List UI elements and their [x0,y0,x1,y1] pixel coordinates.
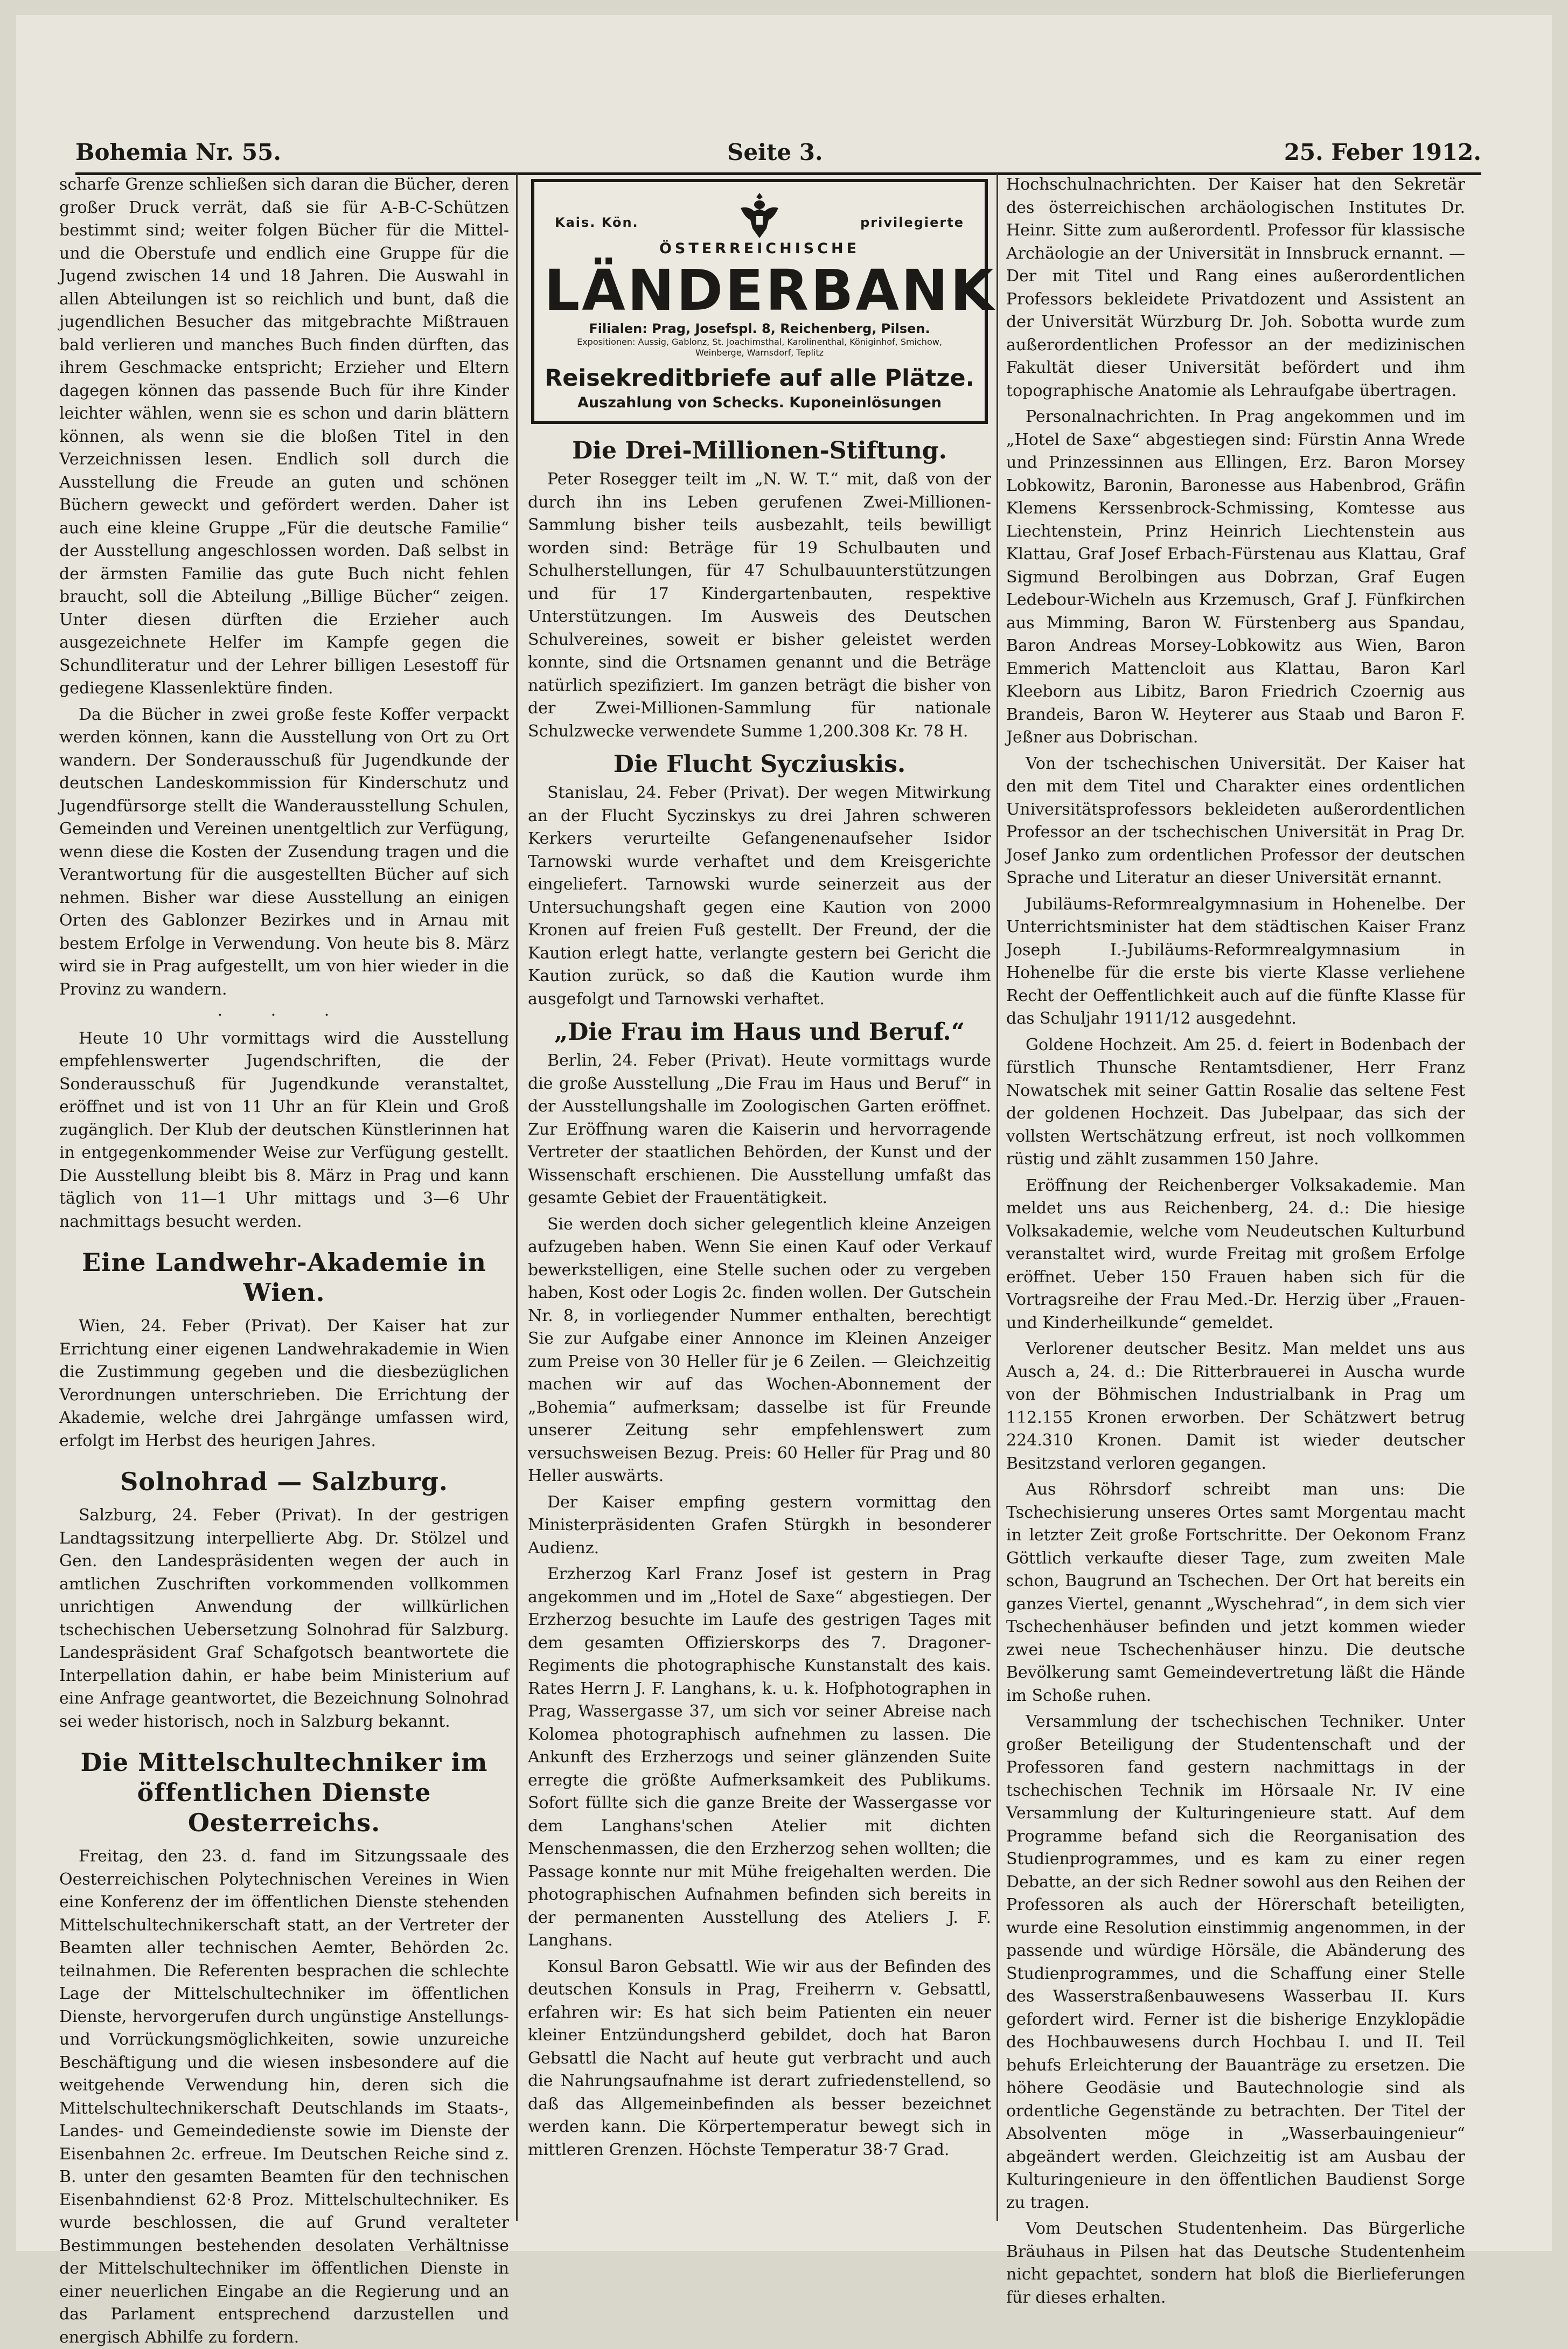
paragraph: Verlorener deutscher Besitz. Man meldet uns aus Ausch a, 24. d.: Die Ritterbrauerei in Auscha wurde von der Böhmischen Industrialbank in Prag um 112.155 Kronen erworben. Der Schätzwert betrug 224.310 Kronen. Damit ist wieder deutscher Besitzstand verloren gegangen. [1006,1339,1465,1473]
paragraph: Heute 10 Uhr vormittags wird die Ausstellung empfehlenswerter Jugendschriften, die der Sonderausschuß für Jugendkunde veranstaltet, eröffnet und ist von 11 Uhr an für Klein und Groß zugänglich. Der Klub der deutschen Künstlerinnen hat in entgegenkommender Weise zur Verfügung gestellt. Die Ausstellung bleibt bis 8. März in Prag und kann täglich von 11—1 Uhr mittags und 3—6 Uhr nachmittags besucht werden. [59,1028,509,1231]
column-middle [528,173,996,2221]
column-rule [996,173,998,2221]
ad-agencies: Expositionen: Aussig, Gablonz, St. Joachimsthal, Karolinenthal, Königinhof, Smichow, Weinberge, Warnsdorf, Teplitz [577,337,942,358]
paragraph: Vom Deutschen Studentenheim. Das Bürgerliche Bräuhaus in Pilsen hat das Deutsche Studentenheim nicht gepachtet, sondern hat bloß die Bierlieferungen für dieses erhalten. [1006,2219,1465,2307]
ad-services: Auszahlung von Schecks. Kuponeinlösungen [577,394,942,411]
paragraph: Eröffnung der Reichenberger Volksakademie. Man meldet uns aus Reichenberg, 24. d.: Die hiesige Volksakademie, welche vom Neudeutschen Kulturbund veranstaltet wird, wurde Freitag mit großem Erfolge eröffnet. Ueber 150 Frauen haben sich für die Vortragsreihe der Frau Med.-Dr. Herzig über „Frauen- und Kinderheilkunde“ gemeldet. [1006,1176,1465,1332]
paragraph: Erzherzog Karl Franz Josef ist gestern in Prag angekommen und im „Hotel de Saxe“ abgestiegen. Der Erzherzog besuchte im Laufe des gestrigen Tages mit dem gesamten Offizierskorps des 7. Dragoner-Regiments die photographische Kunstanstalt des kais. Rates Herrn J. F. Langhans, k. u. k. Hofphotographen in Prag, Wassergasse 37, um sich vor seiner Abreise nach Kolomea photographisch aufnehmen zu lassen. Die Ankunft des Erzherzogs und seiner glänzenden Suite erregte die größte Aufmerksamkeit des Publikums. Sofort füllte sich die ganze Breite der Wassergasse vor dem Langhans'schen Atelier mit dichten Menschenmassen, die den Erzherzog sehen wollten; die Passage konnte nur mit Mühe freigehalten werden. Die photographischen Aufnahmen befinden sich bereits in der permanenten Ausstellung des Ateliers J. F. Langhans. [528,1565,991,1950]
separator-dots: · · · [217,1006,351,1025]
header-date: 25. Feber 1912. [1284,139,1481,165]
ad-line1-right: privilegierte [860,215,964,230]
ad-bank-name: LÄNDERBANK [544,258,996,323]
header-issue: Bohemia Nr. 55. [75,139,281,165]
ad-slogan: Reisekreditbriefe auf alle Plätze. [545,365,974,392]
page-header [75,135,1481,175]
article-heading: Die Drei-Millionen-Stiftung. [572,437,947,464]
paragraph: Freitag, den 23. d. fand im Sitzungssaale des Oesterreichischen Polytechnischen Vereines in Wien eine Konferenz der im öffentlichen Dienste stehenden Mittelschultechnikerschaft statt, an der Vertreter der Beamten aller technischen Aemter, Behörden 2c. teilnahmen. Die Referenten besprachen die schlechte Lage der Mittelschultechniker im öffentlichen Dienste, hervorgerufen durch ungünstige Anstellungs- und Vorrückungsmöglichkeiten, sowie unzureiche Beschäftigung und die wiesen insbesondere auf die weitgehende Verwendung hin, deren sich die Mittelschultechnikerschaft Deutschlands im Staats-, Landes- und Gemeindedienste sowie im Dienste der Eisenbahnen 2c. erfreue. Im Deutschen Reiche sind z. B. unter den gesamten Beamten für den technischen Eisenbahndienst 62·8 Proz. Mittelschultechniker. Es wurde beschlossen, die auf Grund veralteter Bestimmungen bestehenden desolaten Verhältnisse der Mittelschultechniker im öffentlichen Dienste in einer neuerlichen Eingabe an die Regierung und an das Parlament entsprechend darzustellen und energisch Abhilfe zu fordern. [59,1847,509,2347]
paragraph: Stanislau, 24. Feber (Privat). Der wegen Mitwirkung an der Flucht Syczinskys zu drei Jahren schweren Kerkers verurteilte Gefangenenaufseher Isidor Tarnowski wurde verhaftet und dem Kreisgerichte eingeliefert. Tarnowski wurde seinerzeit aus der Untersuchungshaft gegen eine Kaution von 2000 Kronen auf freien Fuß gestellt. Der Freund, der die Kaution erlegt hatte, verlangte gestern bei Gericht die Kaution zurück, so daß die Kaution wurde ihm ausgefolgt und Tarnowski verhaftet. [528,783,991,1009]
paragraph: Salzburg, 24. Feber (Privat). In der gestrigen Landtagssitzung interpellierte Abg. Dr. Stölzel und Gen. den Landespräsidenten wegen der auch in amtlichen Zuschriften vorkommenden vollkommen unrichtigen Anwendung der willkürlichen tschechischen Uebersetzung Solnohrad für Salzburg. Landespräsident Graf Schafgotsch beantwortete die Interpellation dahin, er habe beim Ministerium auf eine Anfrage geantwortet, die Bezeichnung Solnohrad sei weder historisch, noch in Salzburg bekannt. [59,1506,509,1731]
article-heading: Die Flucht Sycziuskis. [613,750,906,778]
paragraph: Hochschulnachrichten. Der Kaiser hat den Sekretär des österreichischen archäologischen Institutes Dr. Heinr. Sitte zum außerordentl. Professor für klassische Archäologie an der Universität in Innsbruck ernannt. — Der mit Titel und Rang eines außerordentlichen Professors bekleidete Privatdozent und Assistent an der Universität Würzburg Dr. Joh. Sobotta wurde zum außerordentlichen Professor an der medizinischen Fakultät dieser Universität befördert und ihm topographische Anatomie als Lehraufgabe übertragen. [1006,175,1465,400]
paragraph: Aus Röhrsdorf schreibt man uns: Die Tschechisierung unseres Ortes samt Morgentau macht in letzter Zeit große Fortschritte. Der Oekonom Franz Göttlich verkaufte dieser Tage, zum zweiten Male schon, Baugrund an Tschechen. Der Ort hat bereits ein ganzes Viertel, genannt „Wyschehrad“, in dem sich vier Tschechenhäuser befinden und jetzt kommen wieder zwei neue Tschechenhäuser hinzu. Die deutsche Bevölkerung samt Gemeindevertretung läßt die Hände im Schoße ruhen. [1006,1480,1465,1705]
article-heading: Solnohrad — Salzburg. [120,1467,448,1496]
paragraph: Sie werden doch sicher gelegentlich kleine Anzeigen aufzugeben haben. Wenn Sie einen Kauf oder Verkauf bewerkstelligen, eine Stelle suchen oder zu vergeben haben, Kost oder Logis 2c. finden wollen. Der Gutschein Nr. 8, in vorliegender Nummer enthalten, berechtigt Sie zur Aufgabe einer Annonce im Kleinen Anzeiger zum Preise von 30 Heller für je 6 Zeilen. — Gleichzeitig machen wir auf das Wochen-Abonnement der „Bohemia“ aufmerksam; dasselbe ist für Freunde unserer Zeitung sehr empfehlenswert zum versuchsweisen Bezug. Preis: 60 Heller für Prag und 80 Heller auswärts. [528,1214,991,1485]
header-page-number: Seite 3. [727,139,823,165]
paragraph: Konsul Baron Gebsattl. Wie wir aus der Befinden des deutschen Konsuls in Prag, Freiherrn v. Gebsattl, erfahren wir: Es hat sich beim Patienten ein neuer kleiner Entzündungsherd gebildet, doch hat Baron Gebsattl die Nacht auf heute gut verbracht und auch die Nahrungsaufnahme ist derart zufriedenstellend, so daß das Allgemeinbefinden als besser bezeichnet werden kann. Die Körpertemperatur bewegt sich in mittleren Grenzen. Höchste Temperatur 38·7 Grad. [528,1957,991,2159]
paragraph: Von der tschechischen Universität. Der Kaiser hat den mit dem Titel und Charakter eines ordentlichen Universitätsprofessors bekleideten außerordentlichen Professor an der tschechischen Universität in Prag Dr. Josef Janko zum ordentlichen Professor der deutschen Sprache und Literatur an dieser Universität ernannt. [1006,754,1465,887]
ad-line2: ÖSTERREICHISCHE [659,240,860,257]
paragraph: Goldene Hochzeit. Am 25. d. feiert in Bodenbach der fürstlich Thunsche Rentamtsdiener, Herr Franz Nowatschek mit seiner Gattin Rosalie das seltene Fest der goldenen Hochzeit. Das Jubelpaar, das sich der vollsten Wertschätzung erfreut, ist noch vollkommen rüstig und zählt zusammen 150 Jahre. [1006,1035,1465,1169]
article-heading: „Die Frau im Haus und Beruf.“ [554,1018,965,1046]
bank-advertisement [531,179,996,424]
paragraph: Peter Rosegger teilt im „N. W. T.“ mit, daß von der durch ihn ins Leben gerufenen Zwei-Millionen-Sammlung bisher teils ausbezahlt, teils bewilligt worden sind: Beträge für 19 Schulbauten und Schulherstellungen, für 47 Schulbauunterstützungen und für 17 Kindergartenbauten, respektive Unterstützungen. Im Ausweis des Deutschen Schulvereines, soweit er bisher geleistet werden konnte, sind die Ortsnamen genannt und die Beträge natürlich spezifiziert. Im ganzen beträgt die bisher von der Zwei-Millionen-Sammlung für nationale Schulzwecke verwendete Summe 1,200.308 Kr. 78 H. [528,470,991,741]
paragraph: Versammlung der tschechischen Techniker. Unter großer Beteiligung der Studentenschaft und der Professoren fand gestern nachmittags in der tschechischen Technik im Hörsaale Nr. IV eine Versammlung der Kulturingenieure statt. Auf dem Programme befand sich die Reorganisation des Studienprogrammes, und es kam zu einer regen Debatte, an der sich Redner sowohl aus den Reihen der Professoren als auch der Hörerschaft beteiligten, wurde eine Resolution einstimmig angenommen, in der passende und würdige Hörsäle, die Abänderung des Studienprogrammes, und die Schaffung einer Stelle des Wasserstraßenbauwesens Wasserbau II. Kurs gefordert wird. Ferner ist die bisherige Enzyklopädie des Hochbauwesens durch Hochbau I. und II. Teil behufs Erleichterung der Bauanträge zu ersetzen. Die höhere Geodäsie und Bautechnologie sind als ordentliche Gegenstände zu betrachten. Der Titel der Absolventen möge in „Wasserbauingenieur“ abgeändert werden. Gleichzeitig ist am Ausbau der Kulturingenieure in den öffentlichen Baudienst Sorge zu tragen. [1006,1712,1465,2212]
paragraph: Jubiläums-Reformrealgymnasium in Hohenelbe. Der Unterrichtsminister hat dem städtischen Kaiser Franz Joseph I.-Jubiläums-Reformrealgymnasium in Hohenelbe für die erste bis vierte Klasse verliehene Recht der Oeffentlichkeit auch auf die fünfte Klasse für das Schuljahr 1911/12 ausgedehnt. [1006,894,1465,1028]
ad-line1-left: Kais. Kön. [555,215,639,230]
ad-branches: Filialen: Prag, Josefspl. 8, Reichenberg, Pilsen. [589,321,930,336]
paragraph: Da die Bücher in zwei große feste Koffer verpackt werden können, kann die Ausstellung von Ort zu Ort wandern. Der Sonderausschuß für Jugendkunde der deutschen Landeskommission für Kinderschutz und Jugendfürsorge stellt die Wanderausstellung Schulen, Gemeinden und Vereinen unentgeltlich zur Verfügung, wenn diese die Kosten der Zusendung tragen und die Verantwortung für die ausgestellten Bücher auf sich nehmen. Bisher war diese Ausstellung an einigen Orten des Gablonzer Bezirkes und in Arnau mit bestem Erfolge in Verwendung. Von heute bis 8. März wird sie in Prag aufgestellt, um von hier wieder in die Provinz zu wandern. [59,705,509,999]
column-rule [516,173,518,2221]
paragraph: Personalnachrichten. In Prag angekommen und im „Hotel de Saxe“ abgestiegen sind: Fürstin Anna Wrede und Prinzessinnen aus Ellingen, Erz. Baron Morsey Lobkowitz, Baronin, Baronesse aus Habenbrod, Gräfin Klemens Kerssenbrock-Schmissing, Komtesse aus Liechtenstein, Prinz Heinrich Liechtenstein aus Klattau, Graf Josef Erbach-Fürstenau aus Klattau, Graf Sigmund Berolbingen aus Dobrzan, Graf Eugen Ledebour-Wicheln aus Krzemusch, Graf J. Fünfkirchen aus Mimming, Baron W. Fürstenberg aus Spandau, Baron Andreas Morsey-Lobkowitz aus Wien, Baron Emmerich Mattencloit aus Klattau, Baron Karl Kleeborn aus Libitz, Baron Friedrich Czoernig aus Brandeis, Baron W. Heyterer aus Staab und Baron F. Jeßner aus Dobrischan. [1006,407,1465,747]
article-heading: Eine Landwehr-Akademie in Wien. [82,1248,486,1307]
column-left [59,173,509,2347]
paragraph: scharfe Grenze schließen sich daran die Bücher, deren großer Druck verrät, daß sie für A-B-C-Schützen bestimmt sind; weiter folgen Bücher für die Mittel- und die Oberstufe und endlich eine Gruppe für die Jugend zwischen 14 und 18 Jahren. Die Auswahl in allen Abteilungen ist so reichlich und bunt, daß die jugendlichen Besucher das mitgebrachte Mißtrauen bald verlieren und manches Buch finden dürften, das ihrem Geschmacke entspricht; Erzieher und Eltern dagegen können das passende Buch für ihre Kinder leichter wählen, wenn sie es schon und darin blättern können, als wenn sie die bloßen Titel in den Verzeichnissen lesen. Endlich soll durch die Ausstellung die Freude an guten und schönen Büchern geweckt und gefördert werden. Daher ist auch eine kleine Gruppe „Für die deutsche Familie“ der Ausstellung angeschlossen worden. Daß selbst in der ärmsten Familie das gute Buch nicht fehlen braucht, soll die Abteilung „Billige Bücher“ zeigen. Unter diesen dürften die Erzieher auch ausgezeichnete Helfer im Kampfe gegen die Schundliteratur und der Lehrer billigen Lesestoff für gediegene Klassenlektüre finden. [59,175,509,698]
column-right [1006,173,1465,2307]
article-heading: Die Mittelschultechniker im öffentlichen Dienste Oesterreichs. [80,1748,488,1837]
paragraph: Berlin, 24. Feber (Privat). Heute vormittags wurde die große Ausstellung „Die Frau im Haus und Beruf“ in der Ausstellungshalle im Zoologischen Garten eröffnet. Zur Eröffnung waren die Kaiserin und hervorragende Vertreter der staatlichen Behörden, der Kunst und der Wissenschaft erschienen. Die Ausstellung umfaßt das gesamte Gebiet der Frauentätigkeit. [528,1051,991,1207]
paragraph: Wien, 24. Feber (Privat). Der Kaiser hat zur Errichtung einer eigenen Landwehrakademie in Wien die Zustimmung gegeben und die diesbezüglichen Verordnungen unterschrieben. Die Errichtung der Akademie, welche drei Jahrgänge umfassen wird, erfolgt im Herbst des heurigen Jahres. [59,1317,509,1450]
paragraph: Der Kaiser empfing gestern vormittag den Ministerpräsidenten Grafen Stürgkh in besonderer Audienz. [528,1492,991,1558]
